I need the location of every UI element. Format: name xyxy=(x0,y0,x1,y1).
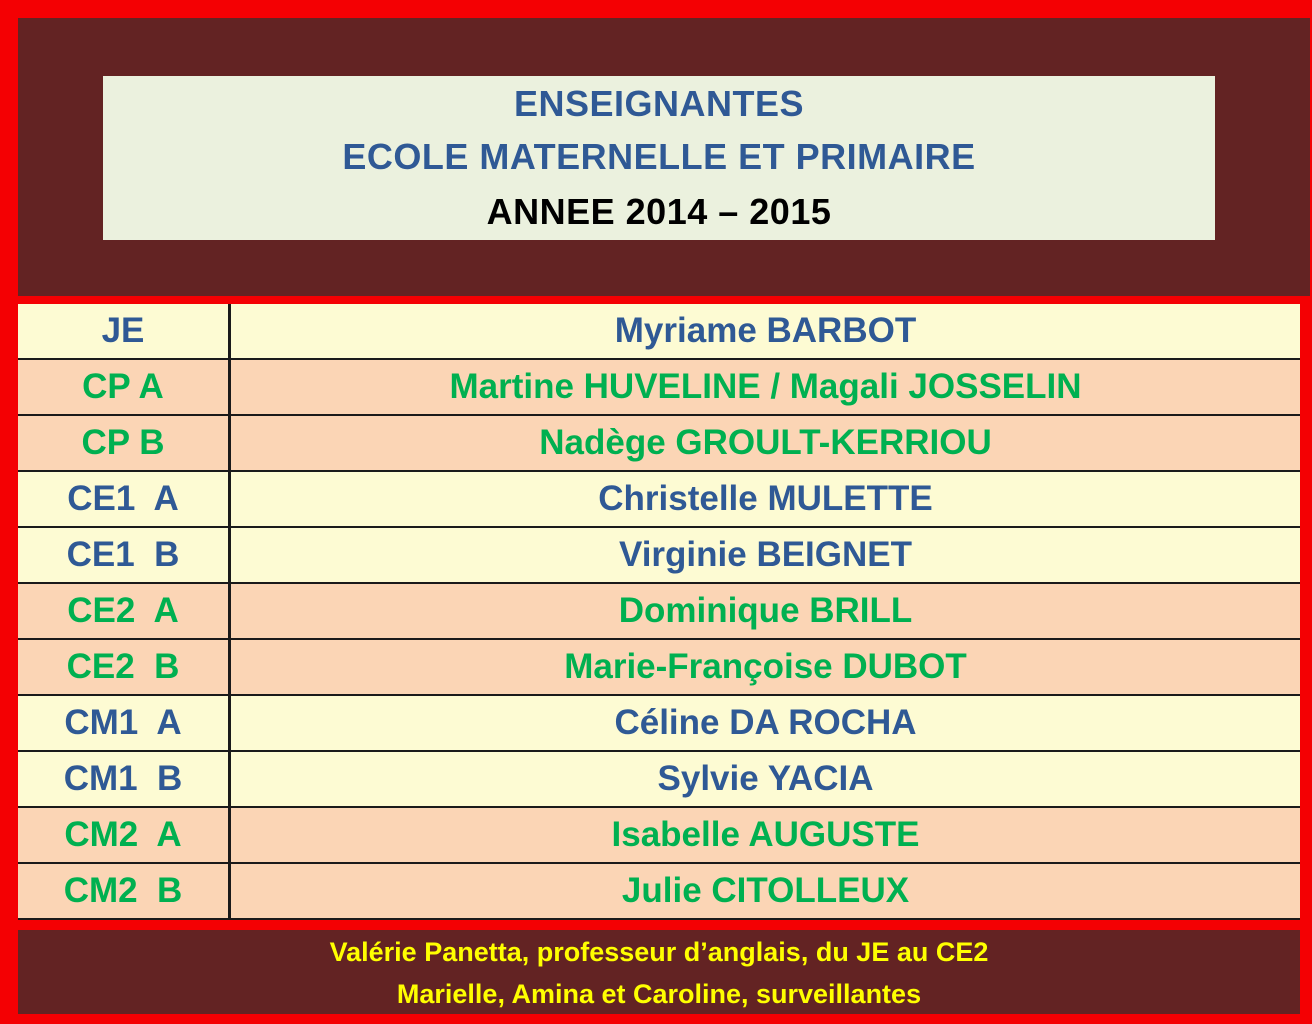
header-panel xyxy=(18,18,1310,296)
teacher-cell: Isabelle AUGUSTE xyxy=(611,815,920,854)
table-row xyxy=(18,528,1300,584)
table-row xyxy=(18,808,1300,864)
table-row xyxy=(18,640,1300,696)
table-row xyxy=(18,416,1300,472)
title-line-1: ENSEIGNANTES xyxy=(513,83,805,124)
footer-line-1: Valérie Panetta, professeur d’anglais, du JE au CE2 xyxy=(329,937,989,967)
table-row xyxy=(18,472,1300,528)
class-cell: CE2 B xyxy=(18,640,231,694)
teacher-cell: Christelle MULETTE xyxy=(598,479,933,518)
teacher-cell: Nadège GROULT-KERRIOU xyxy=(539,423,992,462)
title-line-3: ANNEE 2014 – 2015 xyxy=(486,191,832,232)
class-cell: CE1 B xyxy=(18,528,231,582)
title-box xyxy=(103,76,1215,240)
class-cell: CP B xyxy=(18,416,231,470)
class-cell: CM1 A xyxy=(18,696,231,750)
teachers-table xyxy=(18,304,1300,921)
class-cell: CM1 B xyxy=(18,752,231,806)
table-row xyxy=(18,360,1300,416)
teacher-cell: Martine HUVELINE / Magali JOSSELIN xyxy=(449,367,1082,406)
class-cell: JE xyxy=(18,304,231,358)
table-row xyxy=(18,696,1300,752)
teacher-cell: Dominique BRILL xyxy=(618,591,913,630)
teacher-cell: Virginie BEIGNET xyxy=(618,535,913,574)
table-row xyxy=(18,304,1300,360)
table-row xyxy=(18,584,1300,640)
footer-line-2: Marielle, Amina et Caroline, surveillantes xyxy=(396,979,922,1009)
class-cell: CE2 A xyxy=(18,584,231,638)
teacher-cell: Myriame BARBOT xyxy=(614,311,917,350)
teacher-cell: Sylvie YACIA xyxy=(657,759,874,798)
class-cell: CM2 A xyxy=(18,808,231,862)
teacher-cell: Marie-Françoise DUBOT xyxy=(564,647,967,686)
table-row xyxy=(18,864,1300,920)
table-row xyxy=(18,752,1300,808)
class-cell: CM2 B xyxy=(18,864,231,918)
title-line-2: ECOLE MATERNELLE ET PRIMAIRE xyxy=(342,136,976,177)
footer-panel xyxy=(18,930,1300,1014)
teacher-cell: Julie CITOLLEUX xyxy=(621,871,910,910)
class-cell: CE1 A xyxy=(18,472,231,526)
class-cell: CP A xyxy=(18,360,231,414)
teacher-cell: Céline DA ROCHA xyxy=(614,703,917,742)
